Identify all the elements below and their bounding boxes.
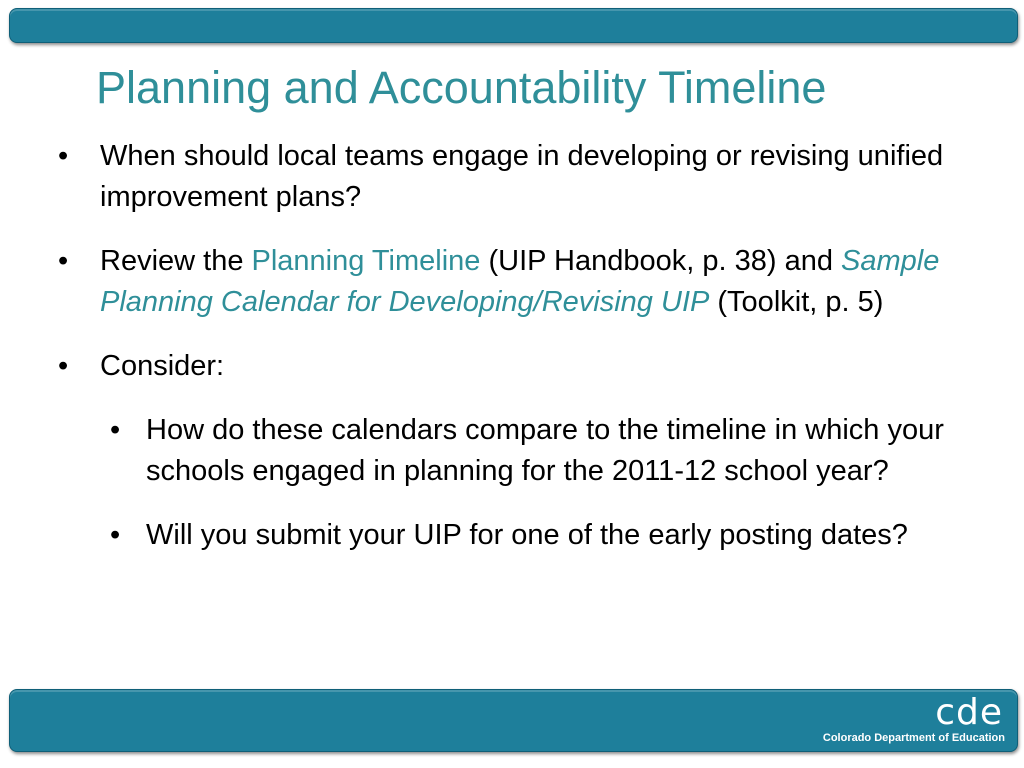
cde-logo	[789, 694, 1009, 748]
bullet-text: Consider:	[100, 350, 225, 382]
bullet-item-consider	[0, 346, 1024, 387]
bullet-text-pre: Review the	[100, 245, 252, 277]
cde-logo-mark: cde	[935, 692, 1003, 733]
top-header-band	[9, 8, 1018, 43]
bullet-text-mid: (UIP Handbook, p. 38) and	[480, 245, 842, 277]
bullet-text-post: (Toolkit, p. 5)	[709, 286, 884, 318]
planning-timeline-link[interactable]: Planning Timeline	[251, 245, 481, 277]
sub-bullet-text: How do these calendars compare to the timeline in which your schools engaged in planning for the 2011-12 school year?	[146, 414, 944, 487]
org-name: Colorado Department of Education	[822, 732, 1005, 744]
bullet-dot-icon: •	[58, 140, 69, 172]
sub-bullet-text: Will you submit your UIP for one of the early posting dates?	[146, 519, 908, 551]
bullet-dot-icon: •	[58, 245, 69, 277]
bullet-item-review	[0, 241, 1024, 323]
slide-title: Planning and Accountability Timeline	[96, 62, 827, 113]
bullet-dot-icon: •	[58, 350, 69, 382]
bullet-list	[0, 136, 1024, 579]
bullet-dot-icon: •	[110, 414, 121, 446]
sub-bullet-item-submit	[0, 515, 1024, 556]
bullet-text: When should local teams engage in developing or revising unified improvement plans?	[100, 140, 944, 213]
footer-band	[9, 689, 1018, 752]
sample-calendar-link[interactable]: Sample Planning Calendar for Developing/Revising UIP	[100, 245, 940, 318]
sub-bullet-item-compare	[0, 410, 1024, 492]
bullet-dot-icon: •	[110, 519, 121, 551]
bullet-item-question	[0, 136, 1024, 218]
